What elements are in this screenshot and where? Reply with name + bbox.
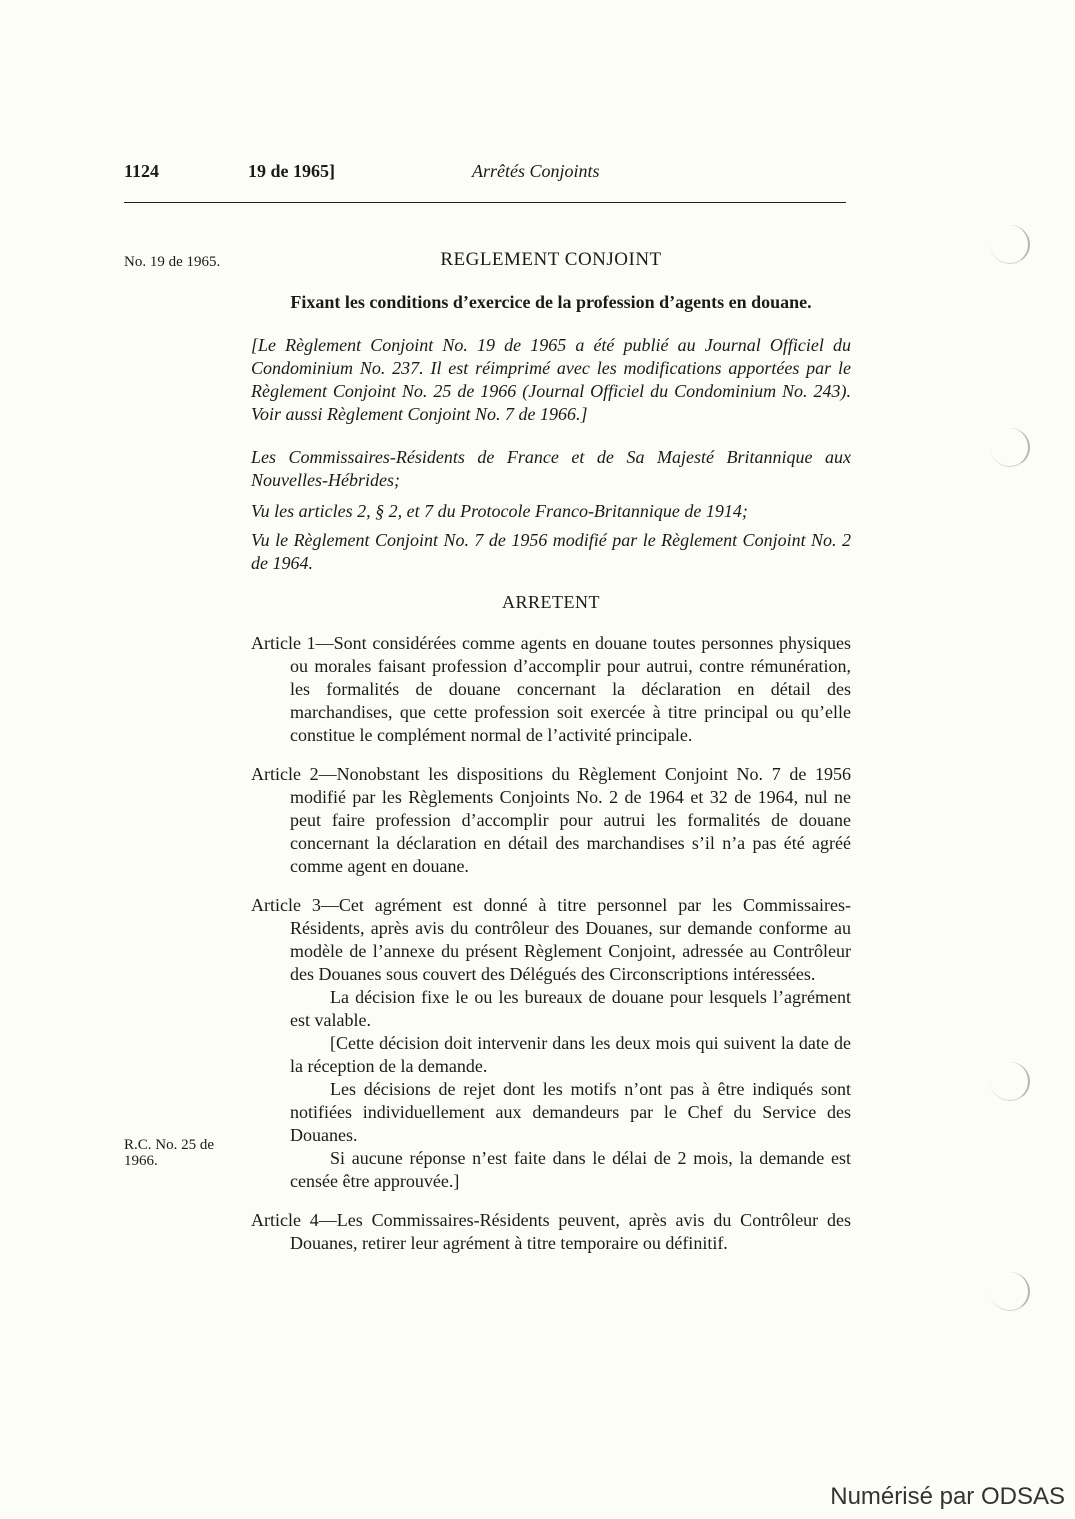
- series-title: Arrêtés Conjoints: [472, 161, 600, 181]
- recital: Les Commissaires-Résidents de France et de Sa Majesté Britannique aux Nouvelles-Hébrides;: [251, 447, 851, 490]
- editorial-note: [Le Règlement Conjoint No. 19 de 1965 a été publié au Journal Officiel du Condominium No. 237. Il est réimprimé avec les modifications apportées par le Règlement Conjoint No. 25 de 1966 (Journal Officiel du Condominium No. 243). Voir aussi Règlement Conjoint No. 7 de 1966.]: [251, 335, 851, 424]
- article-3: Article 3—Cet agrément est donné à titre personnel par les Commissaires-Résidents, après avis du contrôleur des Douanes, sur demande conforme au modèle de l’annexe du présent Règlement Conjoint, adressée au Contrôleur des Douanes sous couvert des Délégués des Circonscriptions intéressées.: [251, 895, 851, 984]
- article-3-paragraph: Les décisions de rejet dont les motifs n’ont pas à être indiqués sont notifiées individuellement aux demandeurs par le Chef du Service des Douanes.: [290, 1079, 851, 1145]
- article-2: Article 2—Nonobstant les dispositions du Règlement Conjoint No. 7 de 1956 modifié par les Règlements Conjoints No. 2 de 1964 et 32 de 1964, nul ne peut faire profession d’accomplir pour autrui les formalités de douane concernant la déclaration en détail des marchandises s’il n’a pas été agréé comme agent en douane.: [251, 764, 851, 876]
- document-body: [251, 248, 851, 1271]
- document-subtitle: Fixant les conditions d’exercice de la profession d’agents en douane.: [290, 292, 812, 312]
- margin-note-regulation: No. 19 de 1965.: [124, 254, 221, 270]
- article-3-paragraph: Si aucune réponse n’est faite dans le délai de 2 mois, la demande est censée être approuvée.]: [290, 1148, 851, 1191]
- punch-hole-mark: [990, 1272, 1030, 1311]
- margin-note-amendment: R.C. No. 25 de 1966.: [124, 1137, 214, 1169]
- article-3-paragraph: La décision fixe le ou les bureaux de douane pour lesquels l’agrément est valable.: [290, 987, 851, 1030]
- recital: Vu le Règlement Conjoint No. 7 de 1956 modifié par le Règlement Conjoint No. 2 de 1964.: [251, 530, 851, 573]
- recital: Vu les articles 2, § 2, et 7 du Protocole Franco-Britannique de 1914;: [251, 501, 748, 521]
- article-1: Article 1—Sont considérées comme agents en douane toutes personnes physiques ou morales faisant profession d’accomplir pour autrui, contre rémunération, les formalités de douane concernant la déclaration en détail des marchandises, que cette profession soit exercée à titre principal ou qu’elle constitue le complément normal de l’activité principale.: [251, 633, 851, 745]
- page-number: 1124: [124, 161, 160, 181]
- document-title: REGLEMENT CONJOINT: [440, 249, 662, 270]
- punch-hole-mark: [990, 225, 1030, 264]
- decree-heading: ARRETENT: [502, 592, 600, 612]
- digitization-watermark: Numérisé par ODSAS: [830, 1483, 1065, 1510]
- article-3-paragraph: [Cette décision doit intervenir dans les deux mois qui suivent la date de la réception de la demande.: [290, 1033, 851, 1076]
- article-4: Article 4—Les Commissaires-Résidents peuvent, après avis du Contrôleur des Douanes, retirer leur agrément à titre temporaire ou définitif.: [251, 1210, 851, 1253]
- header-reference: 19 de 1965]: [248, 161, 335, 181]
- punch-hole-mark: [990, 1062, 1030, 1101]
- punch-hole-mark: [990, 428, 1030, 467]
- running-header: [124, 160, 846, 203]
